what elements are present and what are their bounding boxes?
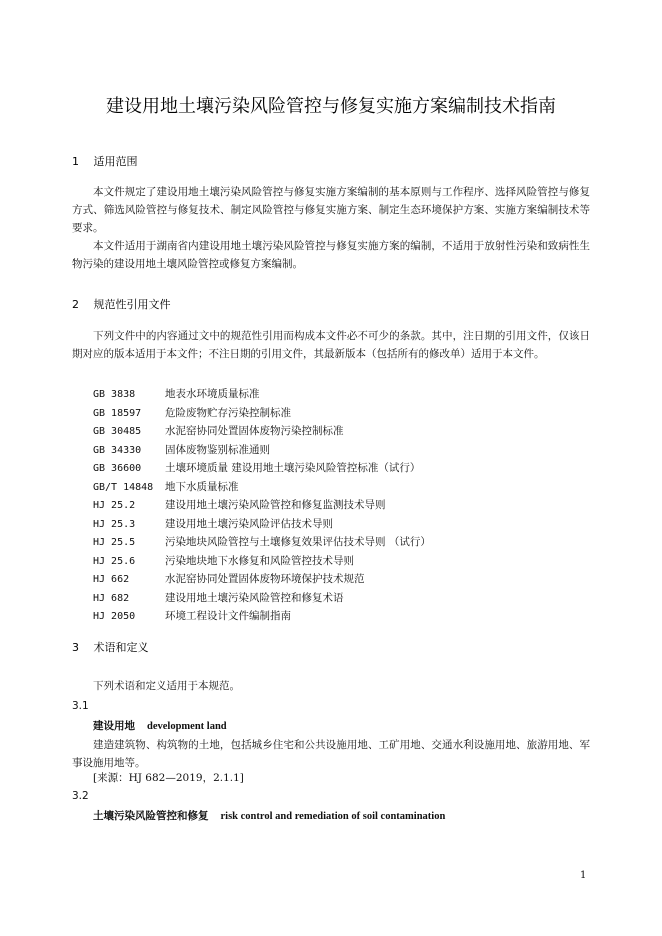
reference-title: 环境工程设计文件编制指南 [165,610,291,622]
reference-item [93,552,431,571]
term-name-english: risk control and remediation of soil contamination [220,811,446,822]
term-number: 3.1 [72,700,89,712]
reference-item [93,404,431,423]
reference-title: 土壤环境质量 建设用地土壤污染风险管控标准（试行） [165,462,421,474]
reference-title: 污染地块地下水修复和风险管控技术导则 [165,554,354,567]
reference-item [93,589,431,608]
reference-item [93,607,431,626]
reference-code: HJ 25.3 [93,518,136,530]
reference-item [93,422,431,441]
term-heading [93,808,445,823]
reference-code: GB 18597 [93,407,142,419]
reference-title: 危险废物贮存污染控制标准 [165,406,291,419]
reference-code: GB 36600 [93,463,142,474]
section-number: 1 [72,155,79,168]
reference-title: 地下水质量标准 [165,480,239,493]
reference-code: HJ 25.2 [93,500,136,511]
term-heading [93,718,227,733]
reference-title: 建设用地土壤污染风险管控和修复监测技术导则 [165,499,386,511]
section-1-paragraph-2: 本文件适用于湖南省内建设用地土壤污染风险管控与修复实施方案的编制，不适用于放射性污染和致病性生物污染的建设用地土壤风险管控或修复方案编制。 [72,240,590,270]
reference-code: HJ 682 [93,592,130,604]
reference-code: GB/T 14848 [93,481,154,493]
reference-code: HJ 25.6 [93,555,136,567]
section-2-intro: 下列文件中的内容通过文中的规范性引用而构成本文件必不可少的条款。其中，注日期的引用文件，仅该日期对应的版本适用于本文件；不注日期的引用文件，其最新版本（包括所有的修改单）适用于本文件。 [72,330,590,360]
reference-title: 地表水环境质量标准 [165,388,260,400]
section-title: 规范性引用文件 [93,298,171,311]
section-number: 2 [72,298,79,311]
reference-item [93,515,431,534]
term-number: 3.2 [72,790,89,802]
page-number: 1 [580,870,587,881]
reference-code: GB 30485 [93,426,142,437]
section-3-intro: 下列术语和定义适用于本规范。 [93,680,240,692]
reference-title: 污染地块风险管控与土壤修复效果评估技术导则 （试行） [165,536,431,548]
normative-reference-list [93,385,431,626]
reference-code: HJ 2050 [93,611,136,622]
section-1-paragraph-1: 本文件规定了建设用地土壤污染风险管控与修复实施方案编制的基本原则与工作程序、选择风险管控与修复方式、筛选风险管控与修复技术、制定风险管控与修复实施方案、制定生态环境保护方案、实施方案编制技术等要求。 [72,186,590,234]
reference-code: HJ 25.5 [93,537,136,548]
reference-title: 固体废物鉴别标准通则 [165,443,270,456]
section-number: 3 [72,641,79,654]
section-title: 适用范围 [93,155,138,168]
reference-title: 水泥窑协同处置固体废物污染控制标准 [165,425,344,437]
reference-item [93,533,431,552]
reference-code: HJ 662 [93,574,130,585]
reference-title: 水泥窑协同处置固体废物环境保护技术规范 [165,573,365,585]
reference-item [93,570,431,589]
document-title: 建设用地土壤污染风险管控与修复实施方案编制技术指南 [106,96,556,117]
term-name-english: development land [147,721,227,732]
reference-item [93,478,431,497]
reference-item [93,441,431,460]
reference-title: 建设用地土壤污染风险管控和修复术语 [165,591,344,604]
reference-code: GB 3838 [93,389,136,400]
section-title: 术语和定义 [93,641,149,654]
reference-code: GB 34330 [93,444,142,456]
section-1-heading [72,153,138,169]
reference-item [93,459,431,478]
section-2-heading [72,296,171,312]
section-3-heading [72,639,149,655]
reference-title: 建设用地土壤污染风险评估技术导则 [165,517,333,530]
term-name-chinese: 建设用地 [93,720,135,732]
reference-item [93,496,431,515]
term-name-chinese: 土壤污染风险管控和修复 [93,810,209,822]
reference-item [93,385,431,404]
term-source: [来源：HJ 682—2019，2.1.1] [93,772,244,784]
term-definition: 建造建筑物、构筑物的土地，包括城乡住宅和公共设施用地、工矿用地、交通水利设施用地、旅游用地、军事设施用地等。 [72,739,590,769]
